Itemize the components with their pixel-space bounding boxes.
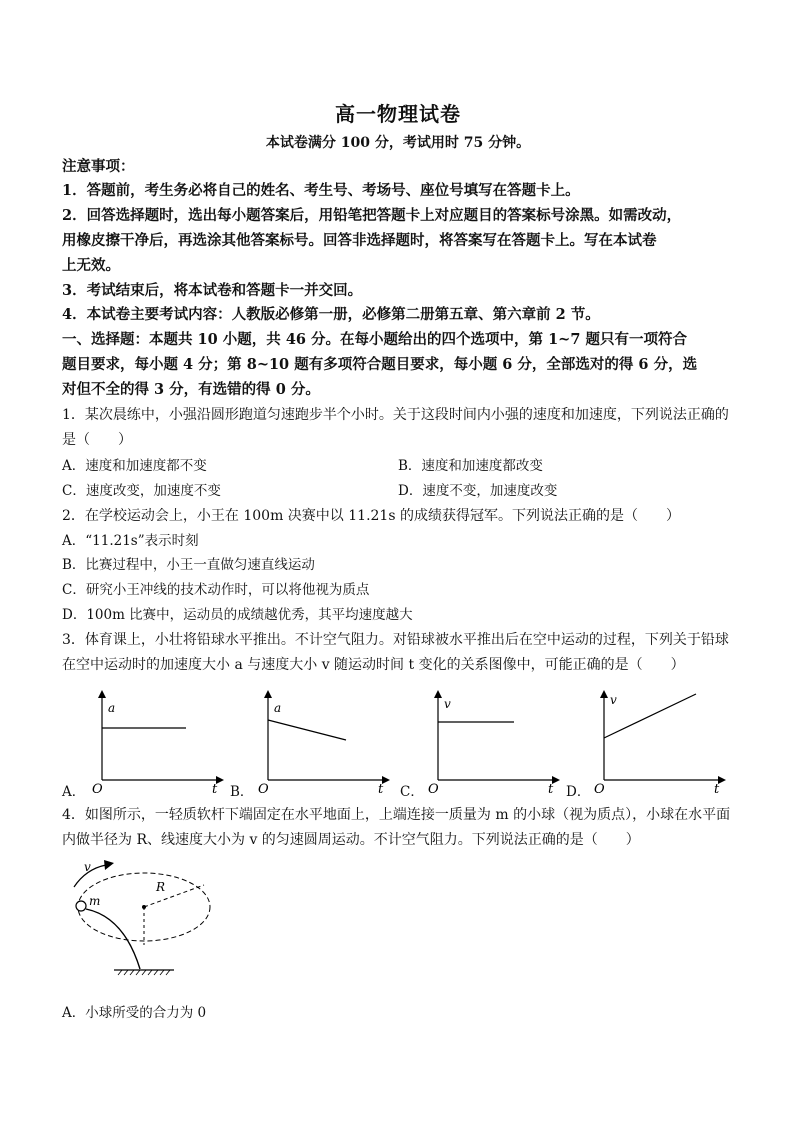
q3-graph-b-label: B．: [230, 784, 254, 800]
page-title: 高一物理试卷: [335, 102, 461, 126]
q3-graph-d-origin: O: [594, 782, 605, 795]
q3-graph-c-ylabel: v: [444, 697, 451, 711]
q1-option-b: B．速度和加速度都改变: [398, 458, 543, 474]
q3-graph-a-ylabel: a: [108, 701, 116, 715]
note-item: 4．本试卷主要考试内容：人教版必修第一册，必修第二册第五章、第六章前 2 节。: [62, 306, 600, 323]
q1-option-a: A．速度和加速度都不变: [62, 458, 207, 474]
q4-stem: 4．如图所示，一轻质软杆下端固定在水平地面上，上端连接一质量为 m 的小球（视为质点），小球在水平面: [62, 807, 731, 823]
note-item: 2．回答选择题时，选出每小题答案后，用铅笔把答题卡上对应题目的答案标号涂黑。如需改动，: [62, 207, 682, 224]
q3-graph-a-origin: O: [92, 782, 103, 795]
notes-heading: 注意事项：: [62, 158, 135, 175]
section-instruction: 题目要求，每小题 4 分；第 8~10 题有多项符合题目要求，每小题 6 分，全部选对的得 6 分，选: [62, 356, 698, 373]
q3-graph-c-xlabel: t: [548, 782, 554, 795]
note-item: 上无效。: [62, 257, 120, 274]
exam-subtitle: 本试卷满分 100 分，考试用时 75 分钟。: [265, 135, 531, 151]
q3-graph-d-ylabel: v: [610, 693, 617, 707]
q3-graph-a-label: A．: [62, 784, 86, 800]
q2-stem: 2．在学校运动会上，小王在 100m 决赛中以 11.21s 的成绩获得冠军。下列说法正确的是（ ）: [62, 508, 680, 524]
q2-option-d: D．100m 比赛中，运动员的成绩越优秀，其平均速度越大: [62, 607, 413, 623]
q3-graph-d-label: D．: [566, 784, 591, 800]
q3-graph-a-xlabel: t: [212, 782, 218, 795]
note-item: 3．考试结束后，将本试卷和答题卡一并交回。: [62, 282, 363, 299]
q3-graph-d: [590, 690, 730, 795]
note-item: 用橡皮擦干净后，再选涂其他答案标号。回答非选择题时，将答案写在答题卡上。写在本试卷: [62, 232, 657, 249]
q1-option-c: C．速度改变，加速度不变: [62, 483, 221, 499]
q3-graph-b: [254, 690, 394, 795]
q4-v-label: v: [84, 860, 91, 874]
q3-stem: 在空中运动时的加速度大小 a 与速度大小 v 随运动时间 t 变化的关系图像中，可能正确的是（ ）: [62, 657, 685, 673]
q3-graph-b-origin: O: [258, 782, 269, 795]
q2-option-b: B．比赛过程中，小王一直做匀速直线运动: [62, 557, 315, 573]
q4-figure: [64, 857, 214, 982]
q3-graph-c: [424, 690, 564, 795]
q3-graph-d-xlabel: t: [714, 782, 720, 795]
q2-option-c: C．研究小王冲线的技术动作时，可以将他视为质点: [62, 582, 370, 598]
q1-stem: 是（ ）: [62, 432, 132, 448]
q3-graph-c-origin: O: [428, 782, 439, 795]
q1-option-d: D．速度不变，加速度改变: [398, 483, 558, 499]
q4-option-a: A．小球所受的合力为 0: [62, 1005, 207, 1021]
section-instruction: 对但不全的得 3 分，有选错的得 0 分。: [62, 381, 320, 398]
section-instruction: 一、选择题：本题共 10 小题，共 46 分。在每小题给出的四个选项中，第 1~7 题只有一项符合: [62, 331, 687, 348]
q3-graph-b-ylabel: a: [274, 701, 282, 715]
q3-graph-c-label: C．: [400, 784, 424, 800]
q1-stem: 1．某次晨练中，小强沿圆形跑道匀速跑步半个小时。关于这段时间内小强的速度和加速度，下列说法正确的: [62, 407, 729, 423]
q2-option-a: A．“11.21s”表示时刻: [62, 533, 199, 549]
q4-m-label: m: [89, 894, 101, 908]
q3-stem: 3．体育课上，小壮将铅球水平推出。不计空气阻力。对铅球被水平推出后在空中运动的过程，下列关于铅球: [62, 632, 729, 648]
q3-graph-b-xlabel: t: [378, 782, 384, 795]
note-item: 1．答题前，考生务必将自己的姓名、考生号、考场号、座位号填写在答题卡上。: [62, 182, 580, 199]
q4-stem: 内做半径为 R、线速度大小为 v 的匀速圆周运动。不计空气阻力。下列说法正确的是（ ）: [62, 832, 640, 848]
q4-r-label: R: [156, 880, 166, 894]
q3-graph-a: [86, 690, 226, 795]
